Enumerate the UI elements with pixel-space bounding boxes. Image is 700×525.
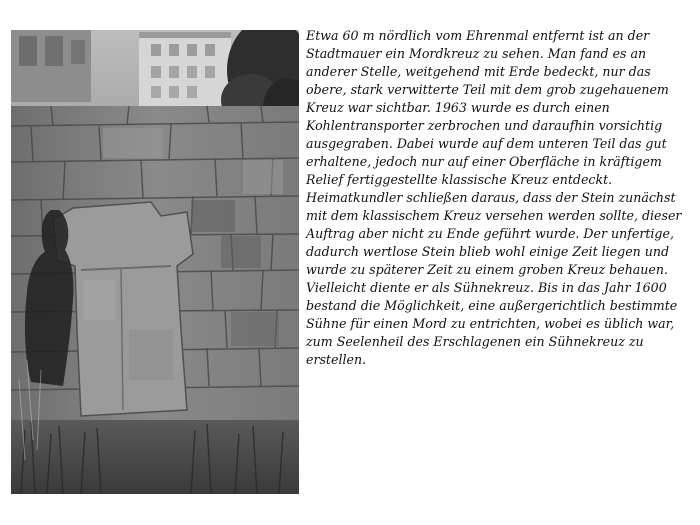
stone-cross-photo [11,30,299,494]
description-text: Etwa 60 m nördlich vom Ehrenmal entfernt ist an der Stadtmauer ein Mordkreuz zu sehen. Man fand es an anderer Stelle, weitgehend mit Erde bedeckt, nur das obere, stark verwitterte Teil mit dem grob zugehauenem Kreuz war sichtbar. 1963 wurde es durch einen Kohlentransporter zerbrochen und daraufhin vorsichtig ausgegraben. Dabei wurde auf dem unteren Teil das gut erhaltene, jedoch nur auf einer Oberfläche in kräftigem Relief fertiggestellte klassische Kreuz entdeckt. Heimatkundler schließen daraus, dass der Stein zunächst mit dem klassischem Kreuz versehen werden sollte, dieser Auftrag aber nicht zu Ende geführt wurde. Der unfertige, dadurch wertlose Stein blieb wohl einige Zeit liegen und wurde zu späterer Zeit zu einem groben Kreuz behauen. Vielleicht diente er als Sühnekreuz. Bis in das Jahr 1600 bestand die Möglichkeit, eine außergerichtlich bestimmte Sühne für einen Mord zu entrichten, wobei es üblich war, zum Seelenheil des Erschlagenen ein Sühnekreuz zu erstellen. [306,28,682,367]
stone-wall-image [11,30,299,494]
